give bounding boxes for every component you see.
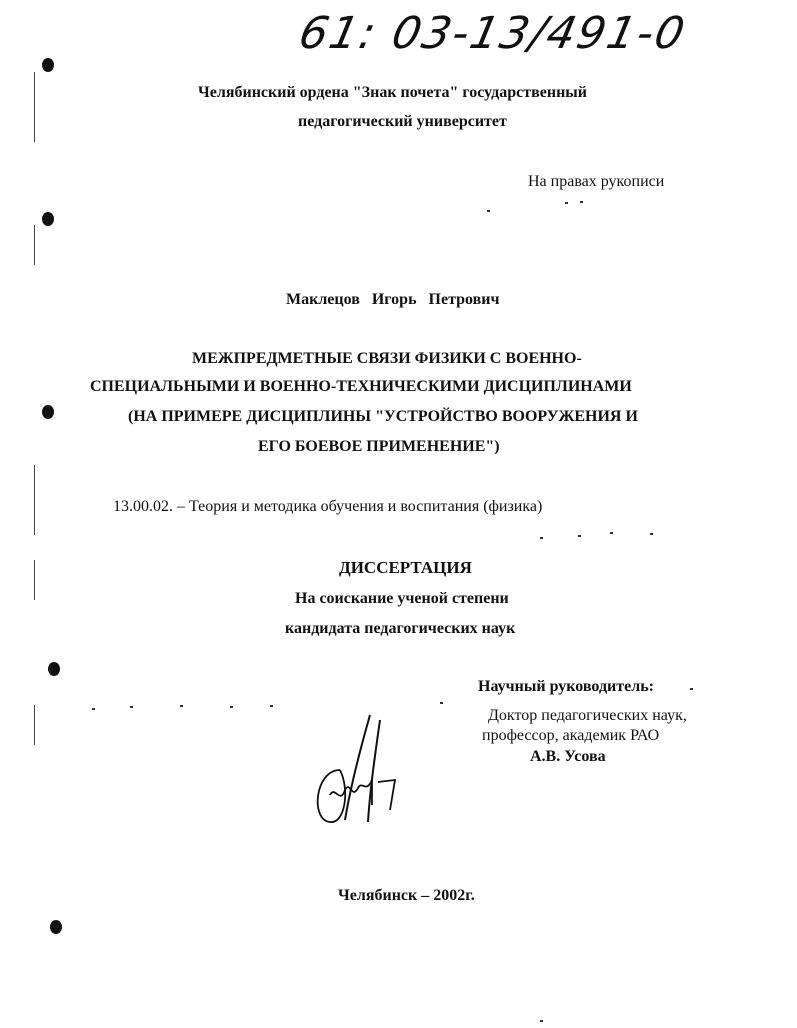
degree-line-1: На соискание ученой степени bbox=[295, 590, 509, 607]
scan-speck bbox=[230, 706, 233, 708]
supervisor-heading: Научный руководитель: bbox=[478, 678, 654, 695]
manuscript-rights-note: На правах рукописи bbox=[528, 173, 665, 190]
scan-margin-line bbox=[34, 72, 35, 142]
scan-speck bbox=[487, 210, 490, 212]
scan-speck bbox=[690, 688, 693, 690]
university-name-line2: педагогический университет bbox=[298, 113, 507, 130]
scan-speck bbox=[540, 1020, 543, 1022]
document-type: ДИССЕРТАЦИЯ bbox=[339, 558, 472, 577]
title-line-1: МЕЖПРЕДМЕТНЫЕ СВЯЗИ ФИЗИКИ С ВОЕННО- bbox=[192, 350, 582, 367]
binder-hole bbox=[50, 920, 62, 934]
title-line-2: СПЕЦИАЛЬНЫМИ И ВОЕННО-ТЕХНИЧЕСКИМИ ДИСЦИПЛИНАМИ bbox=[90, 378, 632, 395]
scan-margin-line bbox=[34, 705, 35, 745]
scan-speck bbox=[92, 708, 95, 710]
archive-number: 61: 03-13/491-0 bbox=[294, 8, 691, 59]
binder-hole bbox=[42, 212, 54, 226]
scan-margin-line bbox=[34, 465, 35, 535]
supervisor-title: Доктор педагогических наук, bbox=[488, 707, 687, 724]
binder-hole bbox=[48, 662, 60, 676]
specialty-code: 13.00.02. – Теория и методика обучения и воспитания (физика) bbox=[113, 498, 543, 515]
scan-speck bbox=[610, 532, 613, 534]
city-and-year: Челябинск – 2002г. bbox=[338, 887, 475, 904]
supervisor-position: профессор, академик РАО bbox=[482, 727, 660, 744]
binder-hole bbox=[42, 58, 54, 72]
scan-speck bbox=[580, 201, 583, 203]
title-line-3: (НА ПРИМЕРЕ ДИСЦИПЛИНЫ "УСТРОЙСТВО ВООРУЖЕНИЯ И bbox=[128, 408, 638, 425]
scan-speck bbox=[130, 706, 133, 708]
title-line-4: ЕГО БОЕВОЕ ПРИМЕНЕНИЕ") bbox=[258, 438, 500, 455]
scan-speck bbox=[565, 202, 568, 204]
scan-speck bbox=[650, 533, 653, 535]
scan-speck bbox=[270, 705, 273, 707]
scan-speck bbox=[180, 705, 183, 707]
scan-speck bbox=[540, 537, 543, 539]
university-name-line1: Челябинский ордена "Знак почета" государственный bbox=[198, 84, 587, 101]
scan-margin-line bbox=[34, 560, 35, 600]
scan-margin-line bbox=[34, 225, 35, 265]
binder-hole bbox=[42, 405, 54, 419]
author-name: Маклецов Игорь Петрович bbox=[286, 291, 500, 308]
degree-line-2: кандидата педагогических наук bbox=[285, 620, 516, 637]
signature-image bbox=[300, 710, 410, 830]
supervisor-name: А.В. Усова bbox=[530, 748, 606, 765]
scan-speck bbox=[440, 702, 443, 704]
scan-speck bbox=[578, 535, 581, 537]
